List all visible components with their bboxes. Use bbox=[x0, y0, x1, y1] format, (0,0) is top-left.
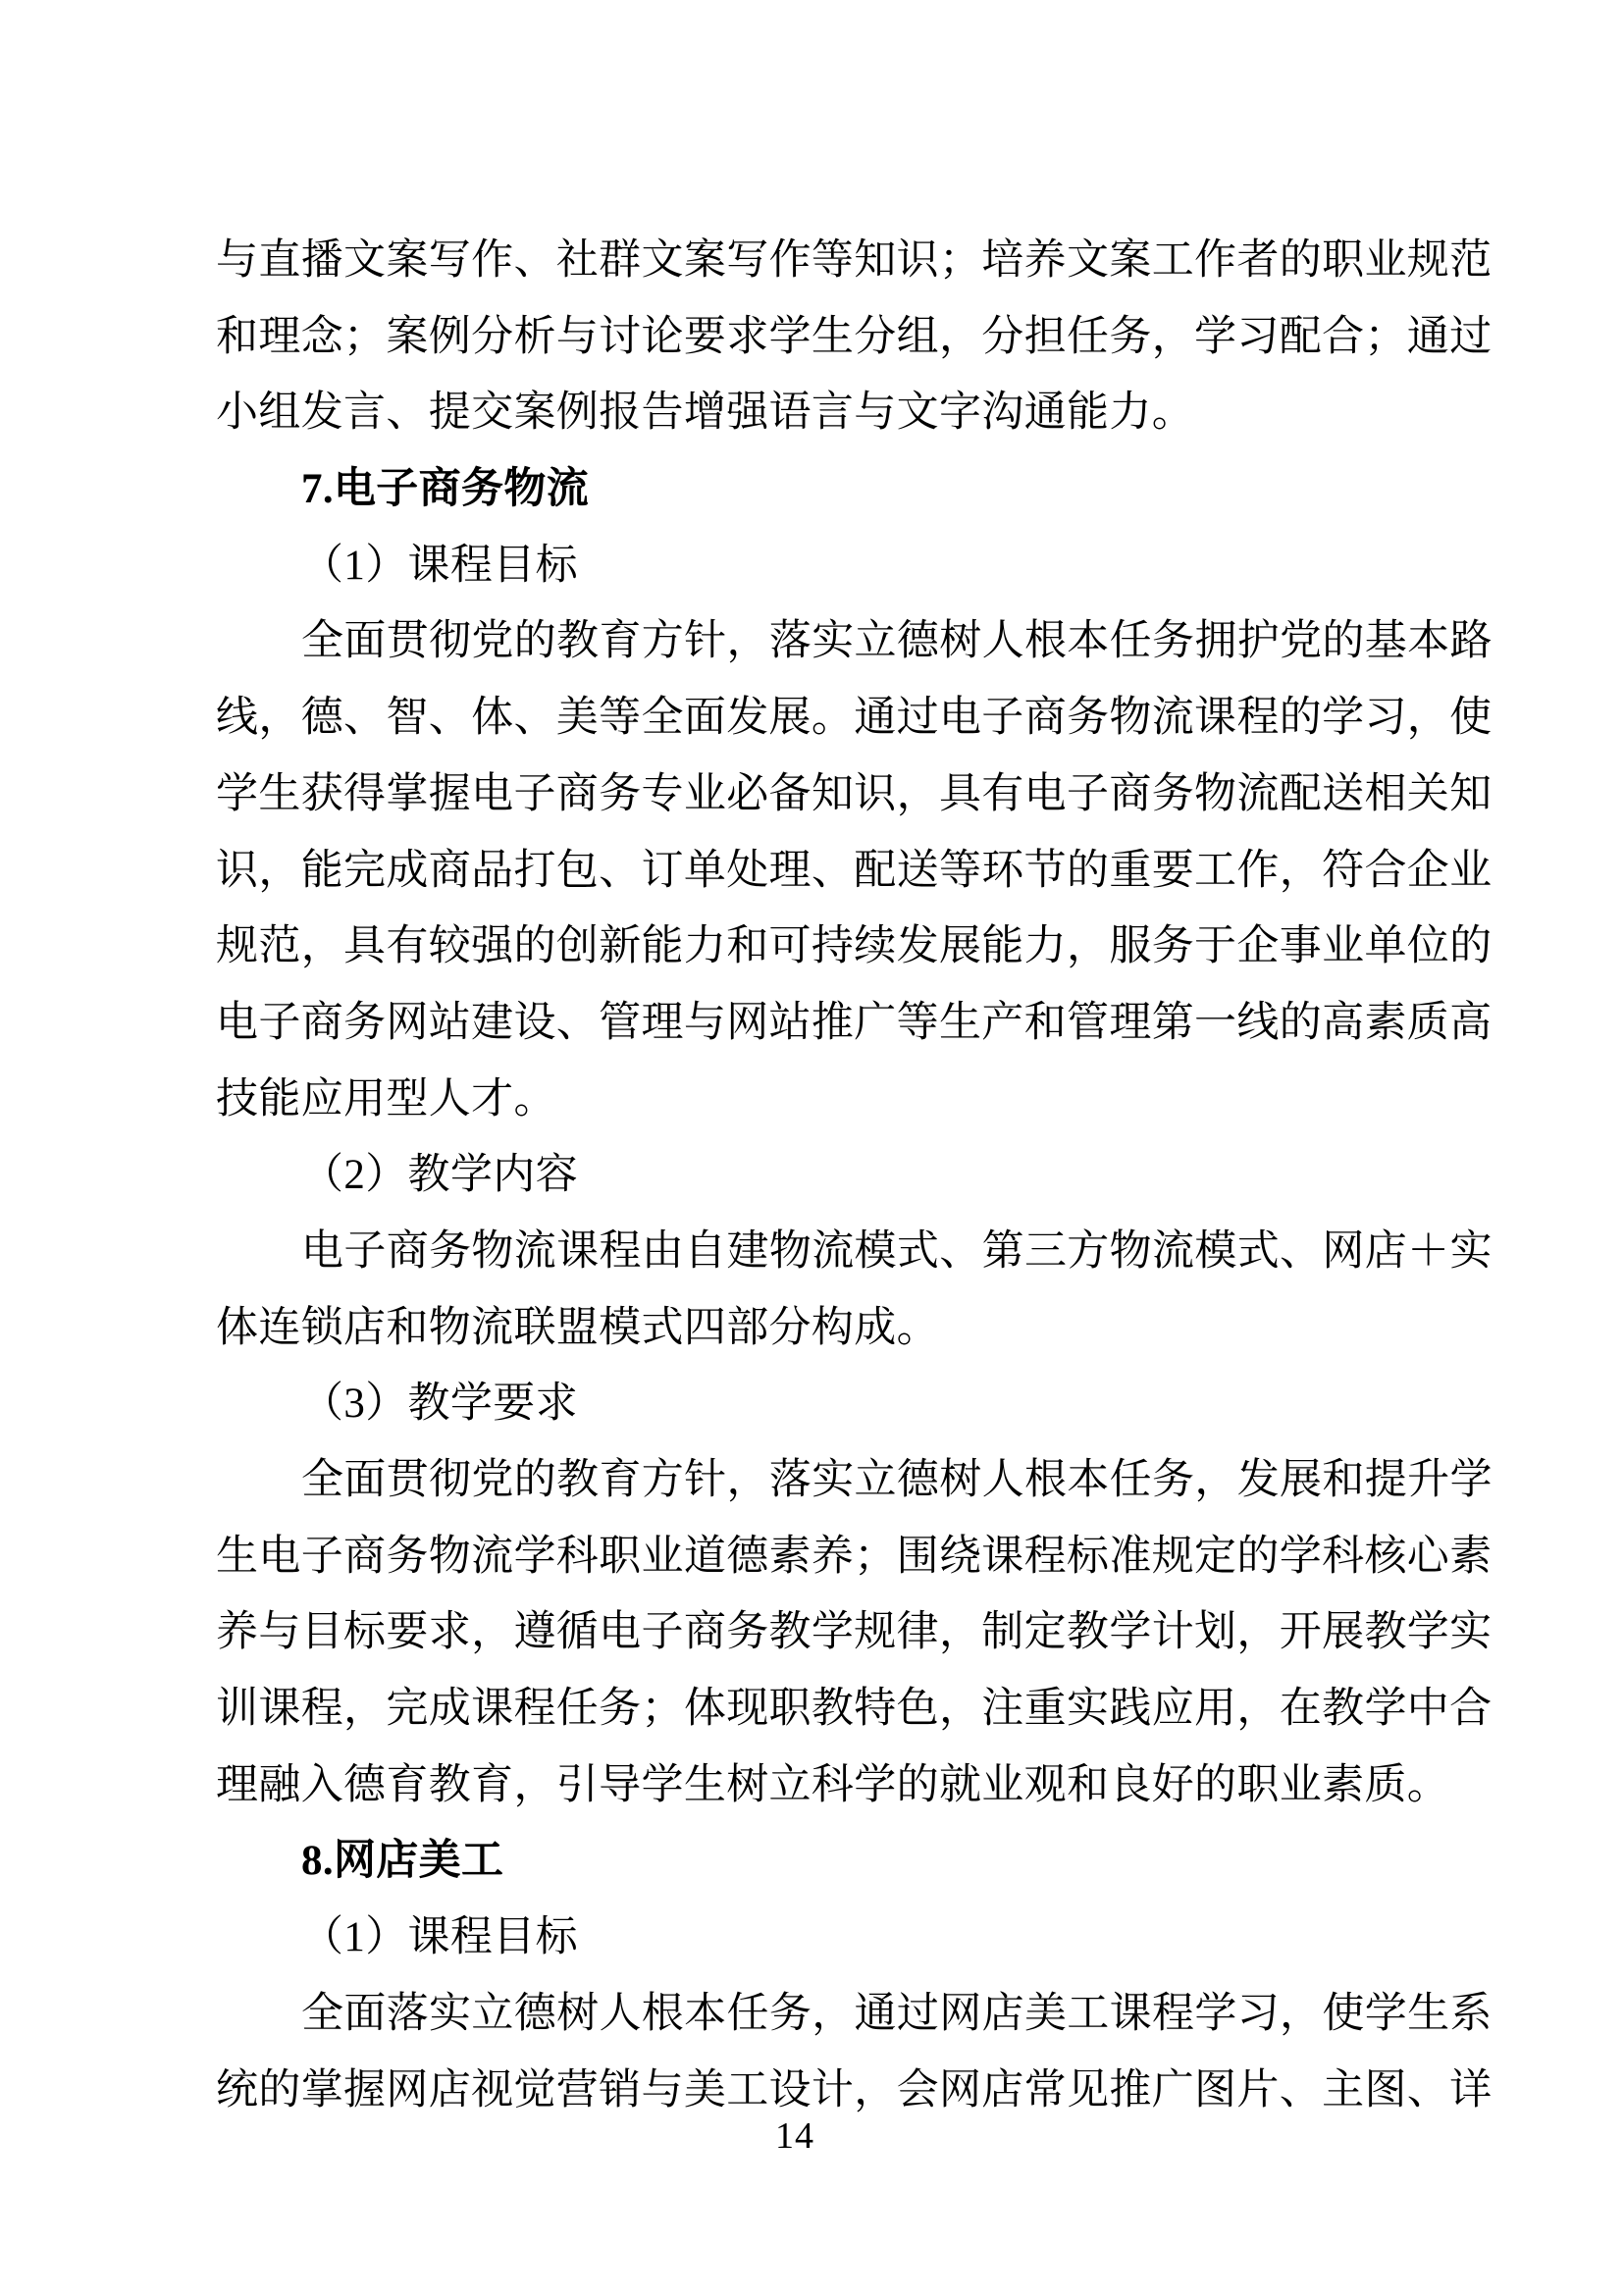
section-heading: 7.电子商务物流 bbox=[301, 466, 590, 513]
text-line: 养与目标要求，遵循电子商务教学规律，制定教学计划，开展教学实 bbox=[216, 1609, 1493, 1656]
text-line: （1）课程目标 bbox=[301, 1914, 578, 1961]
text-line: 理融入德育教育，引导学生树立科学的就业观和良好的职业素质。 bbox=[216, 1761, 1450, 1808]
text-line: 电子商务网站建设、管理与网站推广等生产和管理第一线的高素质高 bbox=[216, 999, 1493, 1046]
text-line: 线，德、智、体、美等全面发展。通过电子商务物流课程的学习，使 bbox=[216, 695, 1493, 742]
text-line: 统的掌握网店视觉营销与美工设计，会网店常见推广图片、主图、详 bbox=[216, 2066, 1493, 2113]
text-line: 生电子商务物流学科职业道德素养；围绕课程标准规定的学科核心素 bbox=[216, 1533, 1493, 1580]
text-line: （3）教学要求 bbox=[301, 1381, 578, 1428]
text-line: 训课程，完成课程任务；体现职教特色，注重实践应用，在教学中合 bbox=[216, 1686, 1493, 1733]
page-number: 14 bbox=[775, 2115, 814, 2157]
text-line: 技能应用型人才。 bbox=[216, 1075, 556, 1122]
text-line: 全面贯彻党的教育方针，落实立德树人根本任务，发展和提升学 bbox=[301, 1457, 1493, 1503]
text-line: 体连锁店和物流联盟模式四部分构成。 bbox=[216, 1304, 939, 1351]
text-line: 全面贯彻党的教育方针，落实立德树人根本任务拥护党的基本路 bbox=[301, 618, 1493, 665]
section-heading: 8.网店美工 bbox=[301, 1838, 504, 1885]
text-line: （2）教学内容 bbox=[301, 1152, 578, 1199]
text-line: 和理念；案例分析与讨论要求学生分组，分担任务，学习配合；通过 bbox=[216, 313, 1493, 360]
text-line: 电子商务物流课程由自建物流模式、第三方物流模式、网店＋实 bbox=[301, 1227, 1493, 1275]
text-line: 学生获得掌握电子商务专业必备知识，具有电子商务物流配送相关知 bbox=[216, 770, 1493, 817]
text-line: 小组发言、提交案例报告增强语言与文字沟通能力。 bbox=[216, 390, 1195, 437]
page-content bbox=[216, 223, 1503, 2128]
text-line: 与直播文案写作、社群文案写作等知识；培养文案工作者的职业规范 bbox=[216, 237, 1493, 284]
text-line: 识，能完成商品打包、订单处理、配送等环节的重要工作，符合企业 bbox=[216, 847, 1493, 894]
text-line: （1）课程目标 bbox=[301, 542, 578, 589]
text-line: 规范，具有较强的创新能力和可持续发展能力，服务于企事业单位的 bbox=[216, 923, 1493, 970]
text-line: 全面落实立德树人根本任务，通过网店美工课程学习，使学生系 bbox=[301, 1990, 1493, 2037]
